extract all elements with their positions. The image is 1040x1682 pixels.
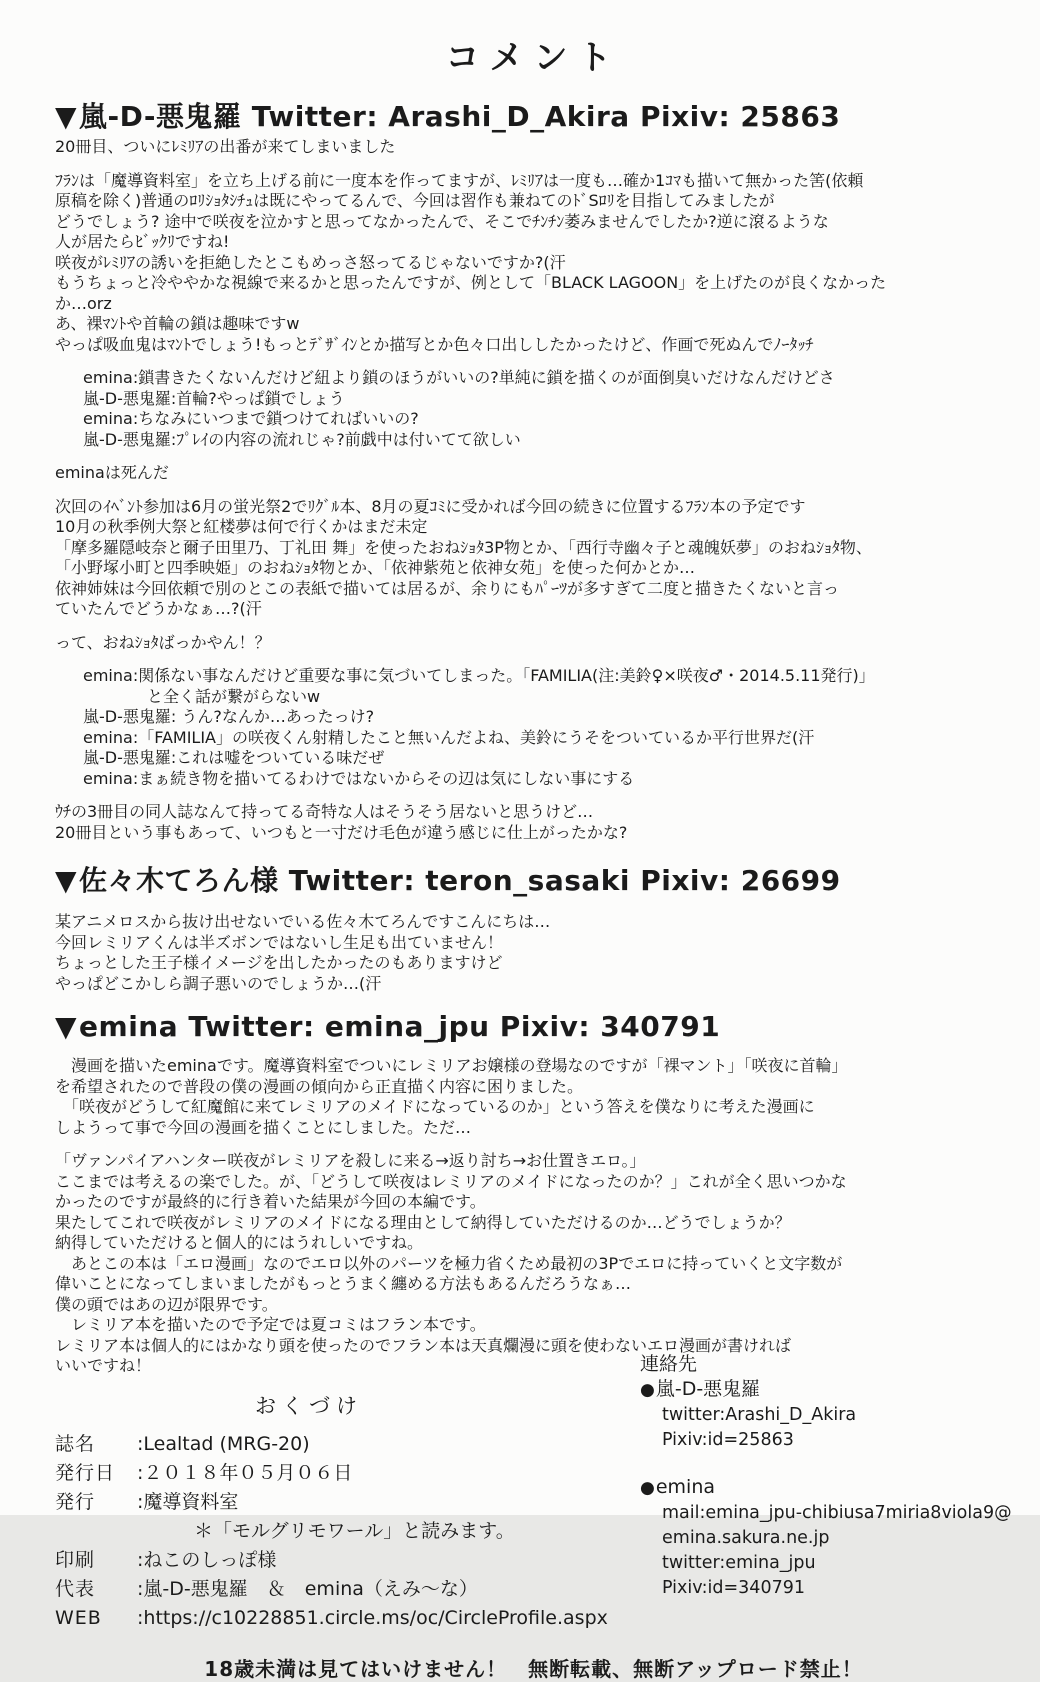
colophon-row bbox=[55, 1575, 640, 1604]
colophon-row-value: :魔導資料室 bbox=[137, 1490, 239, 1513]
text-line: 僕の頭ではあの辺が限界です。 bbox=[55, 1294, 278, 1314]
contact-lines bbox=[640, 1403, 1012, 1453]
triangle-bullet-icon: ▼ bbox=[55, 1010, 78, 1043]
section-emina-heading-text: emina Twitter: emina_jpu Pixiv: 340791 bbox=[79, 1010, 721, 1043]
paragraph bbox=[55, 802, 1012, 843]
colophon-row bbox=[55, 1459, 640, 1488]
text-line: 果たしてこれで咲夜がレミリアのメイドになる理由として納得していただけるのか…どうでしょうか？ bbox=[55, 1212, 791, 1232]
text-line: mail:emina_jpu-chibiusa7miria8viola9@ bbox=[662, 1502, 1012, 1523]
text-line: emina:「FAMILIA」の咲夜くん射精したこと無いんだよね、美鈴にうそをついているか平行世界だ(汗 bbox=[83, 727, 815, 747]
text-line: 20冊目という事もあって、いつもと一寸だけ毛色が違う感じに仕上がったかな? bbox=[55, 822, 628, 842]
text-line: ちょっとした王子様イメージを出したかったのもありますけど bbox=[55, 953, 503, 972]
text-line: twitter:emina_jpu bbox=[662, 1552, 816, 1573]
text-line: 「摩多羅隠岐奈と爾子田里乃、丁礼田 舞」を使ったおねｼｮﾀ3P物とか、「西行寺幽々子と魂魄妖夢」のおねｼｮﾀ物、 bbox=[55, 537, 872, 557]
contact-name bbox=[640, 1377, 1012, 1403]
text-line: かったのですが最終的に行き着いた結果が今回の本編です。 bbox=[55, 1192, 486, 1211]
colophon-rows bbox=[55, 1430, 640, 1633]
colophon-row-label: 代表 bbox=[55, 1577, 96, 1600]
colophon-row bbox=[55, 1546, 640, 1575]
text-line: ｳﾁの3冊目の同人誌なんて持ってる奇特な人はそうそう居ないと思うけど… bbox=[55, 802, 594, 821]
text-line: しようって事で今回の漫画を描くことにしました。ただ… bbox=[55, 1117, 472, 1137]
text-line: 某アニメロスから抜け出せないでいる佐々木てろんですこんにちは… bbox=[55, 912, 551, 931]
text-line: 「咲夜がどうして紅魔館に来てレミリアのメイドになっているのか」という答えを僕なりに考えた漫画に bbox=[55, 1097, 815, 1116]
paragraph bbox=[55, 912, 1012, 994]
text-line: Pixiv:id=340791 bbox=[662, 1577, 805, 1598]
colophon-left bbox=[55, 1390, 640, 1633]
bullet-icon: ● bbox=[640, 1379, 655, 1400]
text-line: 10月の秋季例大祭と紅楼夢は何で行くかはまだ未定 bbox=[55, 517, 428, 536]
dialog-block bbox=[55, 666, 1012, 789]
text-line: 嵐-D-悪鬼羅: うん?なんか…あったっけ? bbox=[83, 707, 375, 726]
text-line: emina:まぁ続き物を描いてるわけではないからその辺は気にしない事にする bbox=[83, 768, 635, 788]
text-line: emina:関係ない事なんだけど重要な事に気づいてしまった。「FAMILIA(注:美鈴♀×咲夜♂・2014.5.11発行)」 bbox=[83, 666, 875, 685]
text-line: 納得していただけると個人的にはうれしいですね。 bbox=[55, 1233, 424, 1252]
text-line: eminaは死んだ bbox=[55, 463, 169, 482]
paragraph bbox=[55, 1056, 1012, 1138]
text-line: やっぱどこかしら調子悪いのでしょうか…(汗 bbox=[55, 973, 382, 993]
text-line: もうちょっと冷ややかな視線で来るかと思ったんですが、例として「BLACK LAGOON」を上げたのが良くなかった bbox=[55, 273, 887, 292]
contact-name-text: emina bbox=[655, 1475, 716, 1498]
text-line: ここまでは考えるの楽でした。が、「どうして咲夜はレミリアのメイドになったのか？」これが全く思いつかな bbox=[55, 1171, 847, 1191]
colophon-row-label: WEB bbox=[55, 1606, 102, 1629]
section-arashi-heading bbox=[55, 95, 1012, 135]
contact-name-text: 嵐-D-悪鬼羅 bbox=[655, 1377, 761, 1400]
text-line: 漫画を描いたeminaです。魔導資料室でついにレミリアお嬢様の登場なのですが「裸マント」「咲夜に首輪」 bbox=[55, 1056, 848, 1075]
colophon-row-value: :Lealtad (MRG-20) bbox=[137, 1432, 310, 1455]
page-title: コメント bbox=[445, 38, 622, 78]
text-line: 「小野塚小町と四季映姫」のおねｼｮﾀ物とか、「依神紫苑と依神女苑」を使った何かとか… bbox=[55, 558, 696, 577]
colophon-row-value: :ねこのしっぽ様 bbox=[137, 1548, 277, 1571]
text-line: ﾌﾗﾝは「魔導資料室」を立ち上げる前に一度本を作ってますが、ﾚﾐﾘｱは一度も…確か1ｺﾏも描いて無かった筈(依頼 bbox=[55, 170, 864, 190]
colophon-row-value: ＊「モルグリモワール」と読みます。 bbox=[137, 1519, 515, 1542]
paragraph-intro bbox=[55, 137, 1012, 158]
colophon-row-label: 印刷 bbox=[55, 1548, 96, 1571]
colophon-row bbox=[55, 1430, 640, 1459]
text-line: か…orz bbox=[55, 293, 112, 313]
contacts-title: 連絡先 bbox=[640, 1352, 698, 1375]
text-line: を希望されたので普段の僕の漫画の傾向から正直描く内容に困りました。 bbox=[55, 1076, 584, 1096]
section-emina bbox=[55, 1010, 1012, 1377]
paragraph bbox=[55, 171, 1012, 356]
text-line: と全く話が繋がらないw bbox=[83, 686, 321, 706]
dialog-block bbox=[55, 368, 1012, 450]
paragraph bbox=[55, 463, 1012, 484]
paragraph bbox=[55, 633, 1012, 654]
bullet-icon: ● bbox=[640, 1477, 655, 1498]
section-sasaki-heading-text: 佐々木てろん様 Twitter: teron_sasaki Pixiv: 26699 bbox=[79, 864, 841, 897]
section-arashi bbox=[55, 95, 1012, 843]
text-line: 次回のｲﾍﾞﾝﾄ参加は6月の蛍光祭2でﾘｸﾞﾙ本、8月の夏ｺﾐに受かれば今回の続きに位置するﾌﾗﾝ本の予定です bbox=[55, 496, 806, 516]
text-line: Pixiv:id=25863 bbox=[662, 1429, 794, 1450]
text-line: ていたんでどうかなぁ…?(汗 bbox=[55, 599, 262, 618]
paragraph bbox=[55, 497, 1012, 620]
footer-warning: 18歳未満は見てはいけません！ 無断転載、無断アップロード禁止！ bbox=[204, 1656, 863, 1681]
section-emina-heading bbox=[55, 1010, 1012, 1043]
text-line: あとこの本は「エロ漫画」なのでエロ以外のパーツを極力省くため最初の3Pでエロに持っていくと文字数が bbox=[55, 1253, 843, 1273]
contact-name bbox=[640, 1475, 1012, 1501]
text-line: twitter:Arashi_D_Akira bbox=[662, 1404, 857, 1425]
triangle-bullet-icon: ▼ bbox=[55, 100, 78, 133]
triangle-bullet-icon: ▼ bbox=[55, 864, 78, 897]
contact-entry bbox=[640, 1475, 1012, 1601]
text-line: あ、裸ﾏﾝﾄや首輪の鎖は趣味ですw bbox=[55, 314, 300, 333]
colophon-row bbox=[55, 1604, 640, 1633]
colophon-row-value: :２０１８年０５月０６日 bbox=[137, 1461, 353, 1484]
text-line: 20冊目、ついにﾚﾐﾘｱの出番が来てしまいました bbox=[55, 137, 396, 156]
colophon-row bbox=[55, 1488, 640, 1517]
text-line: emina.sakura.ne.jp bbox=[662, 1527, 830, 1548]
text-line: 咲夜がﾚﾐﾘｱの誘いを拒絶したとこもめっさ怒ってるじゃないですか?(汗 bbox=[55, 252, 566, 272]
text-line: 依神姉妹は今回依頼で別のとこの表紙で描いては居るが、余りにもﾊﾟｰﾂが多すぎて二度と描きたくないと言っ bbox=[55, 578, 840, 598]
section-sasaki-heading bbox=[55, 859, 1012, 899]
colophon-row bbox=[55, 1517, 640, 1546]
colophon-row-label: 誌名 bbox=[55, 1432, 96, 1455]
text-line: 人が居たらﾋﾞｯｸﾘですね! bbox=[55, 232, 230, 251]
colophon-title: おくづけ bbox=[255, 1393, 363, 1418]
text-line: レミリア本を描いたので予定では夏コミはフラン本です。 bbox=[55, 1315, 486, 1334]
text-line: 嵐-D-悪鬼羅:首輪?やっぱ鎖でしょう bbox=[83, 388, 345, 408]
text-line: emina:鎖書きたくないんだけど紐より鎖のほうがいいの?単純に鎖を描くのが面倒臭いだけなんだけどさ bbox=[83, 368, 835, 387]
text-line: レミリア本は個人的にはかなり頭を使ったのでフラン本は天真爛漫に頭を使わないエロ漫画が書ければ bbox=[55, 1335, 792, 1355]
text-line: どうでしょう? 途中で咲夜を泣かすと思ってなかったんで、そこでﾁﾝﾁﾝ萎みませんでしたか?逆に滾るような bbox=[55, 211, 829, 231]
text-line: 「ヴァンパイアハンター咲夜がレミリアを殺しに来る→返り討ち→お仕置きエロ。」 bbox=[55, 1151, 646, 1170]
text-line: いいですね！ bbox=[55, 1356, 152, 1375]
contacts bbox=[640, 1352, 1012, 1633]
section-arashi-heading-text: 嵐-D-悪鬼羅 Twitter: Arashi_D_Akira Pixiv: 25863 bbox=[79, 100, 841, 133]
text-line: emina:ちなみにいつまで鎖つけてればいいの? bbox=[83, 409, 419, 428]
text-line: 嵐-D-悪鬼羅:ﾌﾟﾚｲの内容の流れじゃ?前戯中は付いてて欲しい bbox=[83, 429, 521, 449]
colophon-row-value: :https://c10228851.circle.ms/oc/CircleProfile.aspx bbox=[137, 1606, 608, 1629]
text-line: 嵐-D-悪鬼羅:これは嘘をついている味だぜ bbox=[83, 748, 385, 767]
paragraph bbox=[55, 1151, 1012, 1377]
colophon-row-value: :嵐-D-悪鬼羅 ＆ emina（えみ～な） bbox=[137, 1577, 478, 1600]
colophon-row-label: 発行 bbox=[55, 1490, 96, 1513]
colophon-row-label: 発行日 bbox=[55, 1461, 116, 1484]
contact-lines bbox=[640, 1501, 1012, 1601]
text-line: 今回レミリアくんは半ズボンではないし生足も出ていません！ bbox=[55, 932, 504, 952]
text-line: 偉いことになってしまいましたがもっとうまく纏める方法もあるんだろうなぁ… bbox=[55, 1274, 632, 1293]
text-line: って、おねｼｮﾀばっかやん！？ bbox=[55, 632, 271, 652]
text-line: 原稿を除く)普通のﾛﾘｼｮﾀｼﾁｭは既にやってるんで、今回は習作も兼ねてのﾄﾞSﾛﾘを目指してみましたが bbox=[55, 191, 775, 210]
contact-entry bbox=[640, 1377, 1012, 1453]
text-line: やっぱ吸血鬼はﾏﾝﾄでしょう!もっとﾃﾞｻﾞｲﾝとか描写とか色々口出ししたかったけど、作画で死ぬんでﾉｰﾀｯﾁ bbox=[55, 334, 814, 354]
section-sasaki bbox=[55, 859, 1012, 994]
